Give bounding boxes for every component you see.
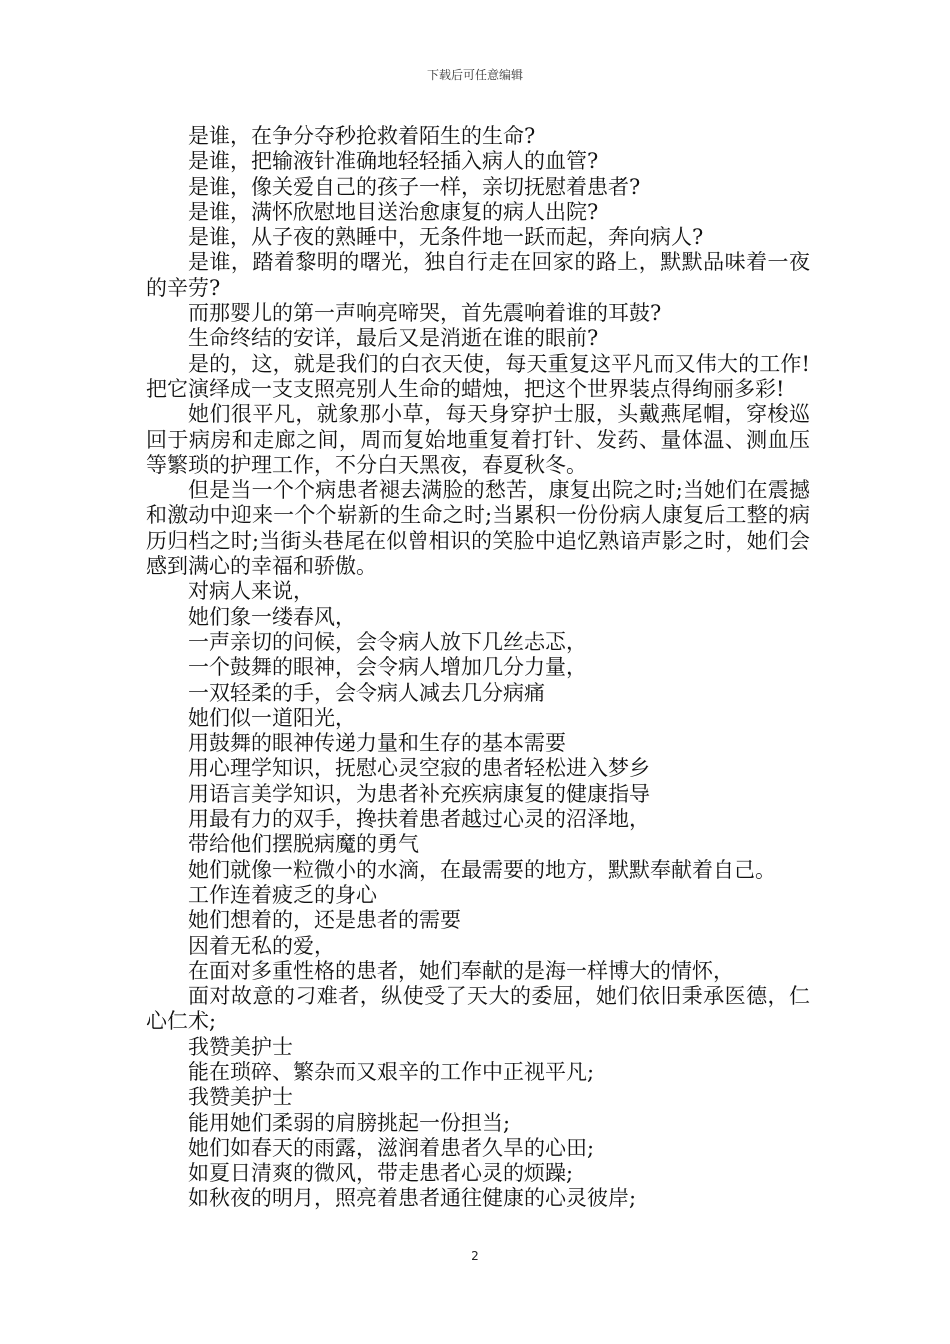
paragraph: 用最有力的双手，搀扶着患者越过心灵的沼泽地，: [188, 807, 650, 832]
paragraph: 带给他们摆脱病魔的勇气: [188, 832, 419, 857]
paragraph: 她们象一缕春风，: [188, 604, 356, 629]
paragraph: 我赞美护士: [188, 1085, 293, 1110]
paragraph: 而那婴儿的第一声响亮啼哭，首先震响着谁的耳鼓?: [188, 301, 662, 326]
paragraph: 是谁，像关爱自己的孩子一样，亲切抚慰着患者?: [188, 174, 641, 199]
paragraph: 她们很平凡，就象那小草，每天身穿护士服，头戴燕尾帽，穿梭巡回于病房和走廊之间，周而复始地重复着打针、发药、量体温、测血压等繁琐的护理工作，不分白天黑夜，春夏秋冬。: [146, 402, 810, 477]
paragraph: 但是当一个个病患者褪去满脸的愁苦，康复出院之时;当她们在震撼和激动中迎来一个个崭新的生命之时;当累积一份份病人康复后工整的病历归档之时;当街头巷尾在似曾相识的笑脸中追忆熟谙声影之时，她们会感到满心的幸福和骄傲。: [146, 478, 810, 579]
paragraph: 是谁，把输液针准确地轻轻插入病人的血管?: [188, 149, 599, 174]
paragraph: 能用她们柔弱的肩膀挑起一份担当;: [188, 1110, 511, 1135]
paragraph: 是谁，在争分夺秒抢救着陌生的生命?: [188, 124, 536, 148]
paragraph: 她们如春天的雨露，滋润着患者久旱的心田;: [188, 1135, 595, 1160]
page-header: 下载后可任意编辑: [426, 68, 523, 82]
paragraph: 是谁，从子夜的熟睡中，无条件地一跃而起，奔向病人?: [188, 225, 704, 250]
paragraph: 用鼓舞的眼神传递力量和生存的基本需要: [188, 731, 566, 756]
paragraph: 是谁，满怀欣慰地目送治愈康复的病人出院?: [188, 199, 599, 224]
paragraph: 能在琐碎、繁杂而又艰辛的工作中正视平凡;: [188, 1059, 595, 1084]
paragraph: 工作连着疲乏的身心: [188, 882, 377, 907]
page-number: 2: [471, 1249, 479, 1263]
paragraph: 在面对多重性格的患者，她们奉献的是海一样博大的情怀，: [188, 958, 734, 983]
paragraph: 面对故意的刁难者，纵使受了天大的委屈，她们依旧秉承医德，仁心仁术;: [146, 984, 810, 1034]
paragraph: 她们想着的，还是患者的需要: [188, 908, 461, 933]
paragraph: 用语言美学知识，为患者补充疾病康复的健康指导: [188, 781, 650, 806]
paragraph: 生命终结的安详，最后又是消逝在谁的眼前?: [188, 326, 599, 351]
paragraph: 如夏日清爽的微风，带走患者心灵的烦躁;: [188, 1161, 574, 1186]
paragraph: 如秋夜的明月，照亮着患者通往健康的心灵彼岸;: [188, 1186, 637, 1211]
paragraph: 一个鼓舞的眼神，会令病人增加几分力量，: [188, 655, 587, 680]
paragraph: 一双轻柔的手，会令病人减去几分病痛: [188, 680, 545, 705]
paragraph: 对病人来说，: [188, 579, 314, 604]
paragraph: 她们似一道阳光，: [188, 705, 356, 730]
paragraph: 我赞美护士: [188, 1034, 293, 1059]
paragraph: 是谁，踏着黎明的曙光，独自行走在回家的路上，默默品味着一夜的辛劳?: [146, 250, 810, 300]
paragraph: 一声亲切的问候，会令病人放下几丝忐忑，: [188, 629, 587, 654]
body-text: [146, 124, 810, 1212]
paragraph: 因着无私的爱，: [188, 933, 335, 958]
paragraph: 是的，这，就是我们的白衣天使，每天重复这平凡而又伟大的工作!把它演绎成一支支照亮别人生命的蜡烛，把这个世界装点得绚丽多彩!: [146, 351, 810, 401]
paragraph: 用心理学知识，抚慰心灵空寂的患者轻松进入梦乡: [188, 756, 650, 781]
paragraph: 她们就像一粒微小的水滴，在最需要的地方，默默奉献着自己。: [188, 857, 776, 882]
